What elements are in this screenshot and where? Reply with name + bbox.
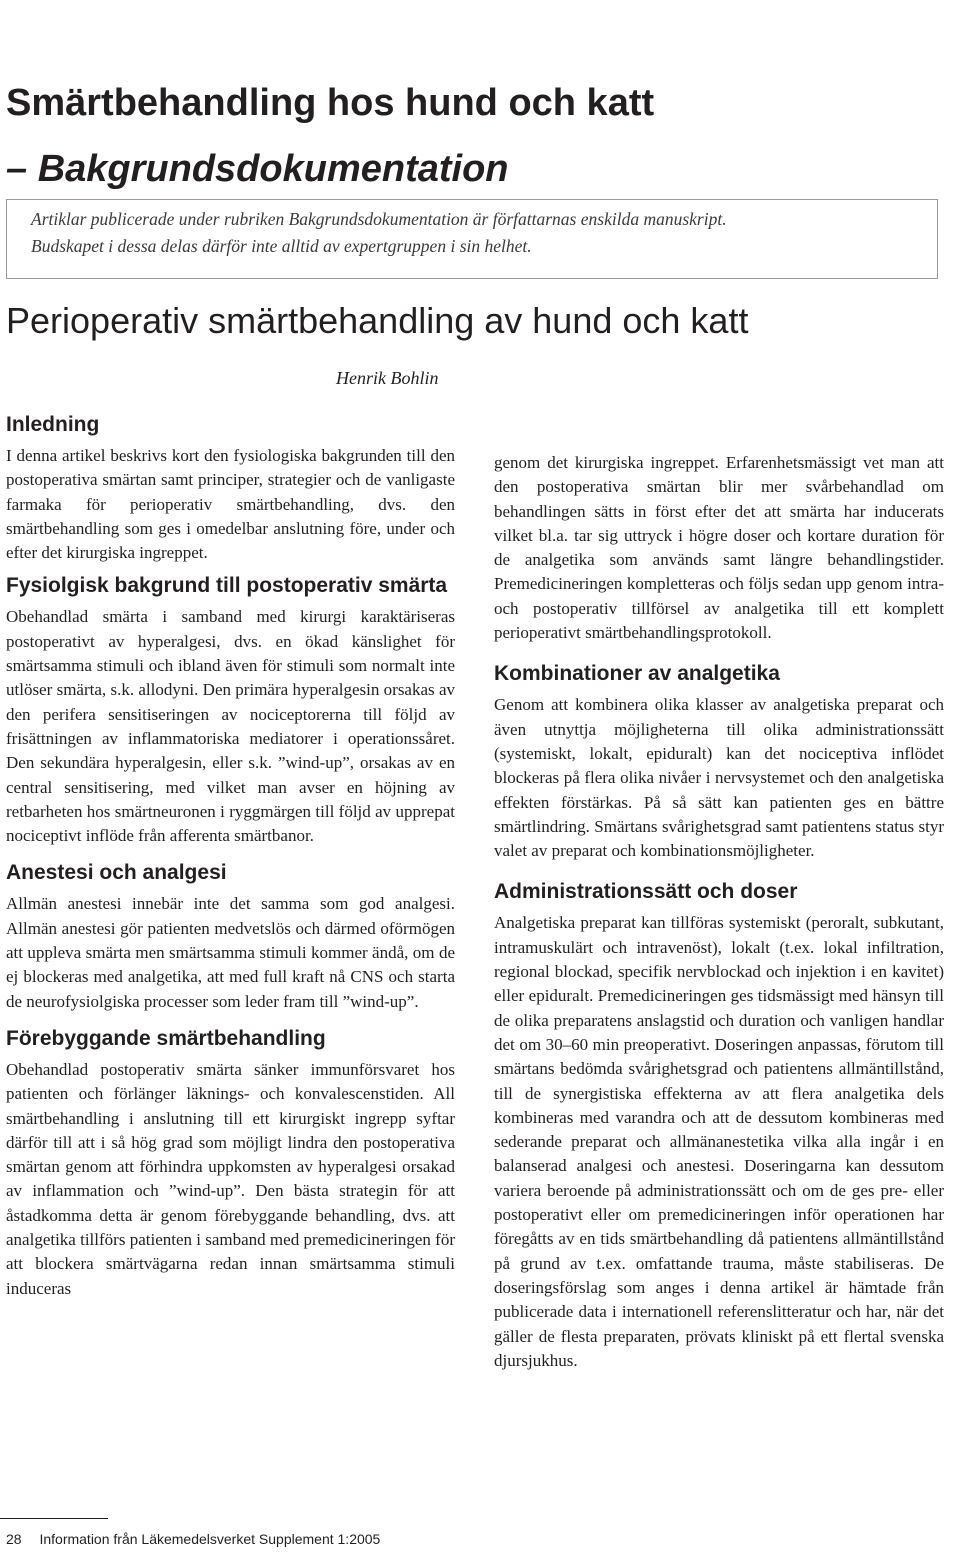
footer-rule [0, 1518, 108, 1519]
document-title [6, 70, 946, 202]
paragraph-fysiologisk-bakgrund: Obehandlad smärta i samband med kirurgi karaktäriseras postoperativt av hyperalgesi, dvs. en ökad känslighet för smärtsamma stimuli och ibland även för stimuli som normalt inte utlöser smärta, s.k. allodyni. Den primära hyperalgesin orsakas av den perifera sensitiseringen av nociceptorerna till följd av frisättningen av inflammatoriska mediatorer i operationssåret. Den sekundära hyperalgesin, eller s.k. ”wind-up”, orsakas av en central sensitisering, med vilket man avser en höjning av retbarheten hos smärtneuronen i ryggmärgen till följd av upprepat nociceptivt inflöde från afferenta smärtbanor. [6, 607, 455, 846]
notice-box [6, 199, 938, 279]
left-column [6, 410, 455, 1301]
heading-forebyggande-smartbehandling: Förebyggande smärtbehandling [6, 1026, 326, 1050]
article-author: Henrik Bohlin [336, 368, 439, 388]
heading-anestesi-och-analgesi: Anestesi och analgesi [6, 861, 227, 885]
paragraph-kombinationer: Genom att kombinera olika klasser av analgetiska preparat och även utnyttja möjligheterna till olika administrationssätt (systemiskt, lokalt, epiduralt) kan det nociceptiva inflödet blockeras på flera olika nivåer i nervsystemet och den analgetiska effekten förstärkas. På så sätt kan patienten ges en bättre smärtlindring. Smärtans svårighetsgrad samt patientens status styr valet av preparat och kombinationsmöjligheter. [494, 695, 944, 861]
paragraph-forebyggande-smartbehandling: Obehandlad postoperativ smärta sänker immunförsvaret hos patienten och förlänger läknings- och konvalescenstiden. All smärtbehandling i anslutning till ett kirurgiskt ingrepp syftar därför till att i så hög grad som möjligt lindra den postoperativa smärtan genom att förhindra uppkomsten av hyperalgesi orsakad av inflammation och ”wind-up”. Den bästa strategin för att åstadkomma detta är genom förebyggande behandling, dvs. att analgetika tillförs patienten i samband med premedicineringen för att blockera smärtvägarna redan innan smärtsamma stimuli induceras [6, 1059, 455, 1298]
heading-administrationssatt: Administrationssätt och doser [494, 880, 798, 904]
page-footer [6, 1530, 380, 1548]
title-line-2: – Bakgrundsdokumentation [6, 148, 509, 190]
heading-inledning: Inledning [6, 413, 100, 436]
paragraph-anestesi-och-analgesi: Allmän anestesi innebär inte det samma som god analgesi. Allmän anestesi gör patienten medvetslös och därmed oförmögen att uppleva smärta men smärtsamma stimuli kommer ändå, om de ej blockeras med analgetika, att med full kraft nå CNS och starta de neurofysiolgiska processer som leder fram till ”wind-up”. [6, 894, 455, 1011]
notice-line-1: Artiklar publicerade under rubriken Bakgrundsdokumentation är författarnas enskilda manuskript. [31, 209, 727, 229]
publication-info: Information från Läkemedelsverket Supplement 1:2005 [39, 1531, 381, 1547]
page-number: 28 [6, 1531, 22, 1547]
title-line-1: Smärtbehandling hos hund och katt [6, 82, 655, 124]
heading-fysiologisk-bakgrund: Fysiolgisk bakgrund till postoperativ smärta [6, 574, 448, 598]
paragraph-continued: genom det kirurgiska ingreppet. Erfarenhetsmässigt vet man att den postoperativa smärtan blir mer svårbehandlad om behandlingen sätts in först efter det att smärta har inducerats vilket bl.a. tar sig uttryck i högre doser och kortare duration för de analgetika som används samt längre behandlingstider. Premedicineringen kompletteras och följs sedan upp genom intra- och postoperativ tillförsel av analgetika till ett komplett perioperativt smärtbehandlingsprotokoll. [494, 453, 944, 643]
paragraph-administrationssatt: Analgetiska preparat kan tillföras systemiskt (peroralt, subkutant, intramuskulärt och intravenöst), lokalt (t.ex. lokal infiltration, regional blockad, specifik nervblockad och injektion i en kavitet) eller epiduralt. Premedicineringen ges tidsmässigt med hänsyn till de olika preparatens anslagstid och duration och vanligen handlar det om 30–60 min preoperativt. Doseringen anpassas, förutom till smärtans bedömda svårighetsgrad och patientens allmäntillstånd, till de synergistiska effekterna av att flera analgetika dels kombineras med varandra och att de dessutom kombineras med sederande preparat och allmänanestetika vilka alla ingår i en balanserad analgesi och anestesi. Doseringarna kan dessutom variera beroende på administrationssätt och om de ges pre- eller postoperativt eller om premedicineringen inför operationen har föregåtts av en tids smärtbehandling då patientens allmäntillstånd på grund av t.ex. omfattande trauma, måste stabiliseras. De doseringsförslag som anges i denna artikel är hämtade från publicerade data i internationell referenslitteratur och har, när det gäller de flesta preparaten, prövats kliniskt på ett flertal svenska djursjukhus. [494, 913, 944, 1370]
heading-kombinationer: Kombinationer av analgetika [494, 662, 780, 686]
article-title: Perioperativ smärtbehandling av hund och katt [6, 300, 749, 341]
right-column [494, 451, 944, 1373]
paragraph-inledning: I denna artikel beskrivs kort den fysiologiska bakgrunden till den postoperativa smärtan samt principer, strategier och de vanligaste farmaka för perioperativ smärtbehandling, dvs. den smärtbehandling som ges i omedelbar anslutning före, under och efter det kirurgiska ingreppet. [6, 446, 455, 563]
notice-line-2: Budskapet i dessa delas därför inte alltid av expertgruppen i sin helhet. [31, 236, 532, 256]
